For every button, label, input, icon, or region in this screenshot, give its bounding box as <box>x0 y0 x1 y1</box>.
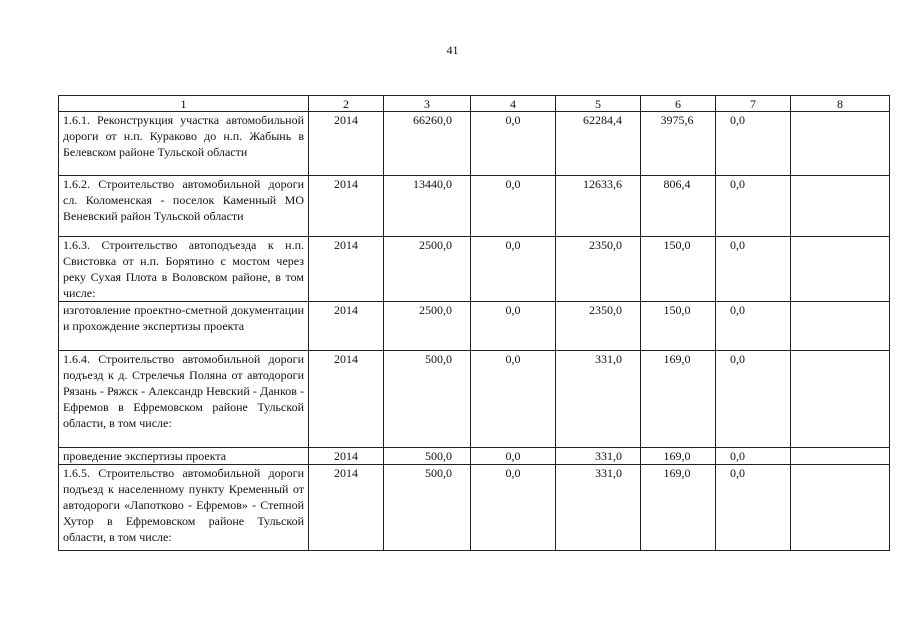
column-header: 7 <box>716 96 791 112</box>
cell-c5: 2350,0 <box>556 302 641 351</box>
cell-c8 <box>791 237 890 302</box>
cell-c6: 806,4 <box>641 176 716 237</box>
table-row <box>59 176 890 237</box>
cell-c4: 0,0 <box>471 448 556 465</box>
column-header: 1 <box>59 96 309 112</box>
column-header: 6 <box>641 96 716 112</box>
cell-c5: 12633,6 <box>556 176 641 237</box>
data-table <box>58 95 890 551</box>
cell-c4: 0,0 <box>471 237 556 302</box>
cell-c8 <box>791 112 890 176</box>
cell-c3: 500,0 <box>384 351 471 448</box>
cell-c7: 0,0 <box>716 465 791 551</box>
cell-c6: 169,0 <box>641 351 716 448</box>
cell-c4: 0,0 <box>471 302 556 351</box>
cell-c8 <box>791 351 890 448</box>
cell-c3: 500,0 <box>384 465 471 551</box>
cell-c2: 2014 <box>309 302 384 351</box>
cell-c7: 0,0 <box>716 302 791 351</box>
cell-c5: 331,0 <box>556 448 641 465</box>
cell-c2: 2014 <box>309 351 384 448</box>
cell-c8 <box>791 448 890 465</box>
column-header: 5 <box>556 96 641 112</box>
row-description: изготовление проектно-сметной документации и прохождение экспертизы проекта <box>59 302 309 351</box>
cell-c3: 66260,0 <box>384 112 471 176</box>
row-description: проведение экспертизы проекта <box>59 448 309 465</box>
cell-c6: 3975,6 <box>641 112 716 176</box>
cell-c7: 0,0 <box>716 448 791 465</box>
cell-c6: 150,0 <box>641 302 716 351</box>
table-row <box>59 112 890 176</box>
cell-c4: 0,0 <box>471 465 556 551</box>
cell-c2: 2014 <box>309 176 384 237</box>
cell-c4: 0,0 <box>471 351 556 448</box>
cell-c7: 0,0 <box>716 237 791 302</box>
cell-c4: 0,0 <box>471 176 556 237</box>
cell-c6: 169,0 <box>641 465 716 551</box>
cell-c7: 0,0 <box>716 351 791 448</box>
row-description: 1.6.4. Строительство автомобильной дороги подъезд к д. Стрелечья Поляна от автодороги Рязань - Ряжск - Александр Невский - Данков - Ефремов в Ефремовском районе Тульской области, в том числе: <box>59 351 309 448</box>
cell-c7: 0,0 <box>716 112 791 176</box>
page-number: 41 <box>446 43 459 57</box>
cell-c6: 169,0 <box>641 448 716 465</box>
table-row <box>59 351 890 448</box>
column-header: 2 <box>309 96 384 112</box>
cell-c3: 13440,0 <box>384 176 471 237</box>
cell-c2: 2014 <box>309 112 384 176</box>
table-row <box>59 465 890 551</box>
column-header: 3 <box>384 96 471 112</box>
table-row <box>59 302 890 351</box>
cell-c4: 0,0 <box>471 112 556 176</box>
table-row <box>59 448 890 465</box>
column-header: 8 <box>791 96 890 112</box>
row-description: 1.6.3. Строительство автоподъезда к н.п. Свистовка от н.п. Борятино с мостом через реку Сухая Плота в Воловском районе, в том числе: <box>59 237 309 302</box>
cell-c8 <box>791 465 890 551</box>
row-description: 1.6.1. Реконструкция участка автомобильной дороги от н.п. Кураково до н.п. Жабынь в Белевском районе Тульской области <box>59 112 309 176</box>
row-description: 1.6.2. Строительство автомобильной дороги сл. Коломенская - поселок Каменный МО Веневский район Тульской области <box>59 176 309 237</box>
cell-c3: 2500,0 <box>384 237 471 302</box>
cell-c5: 331,0 <box>556 465 641 551</box>
cell-c2: 2014 <box>309 237 384 302</box>
cell-c3: 500,0 <box>384 448 471 465</box>
cell-c6: 150,0 <box>641 237 716 302</box>
row-description: 1.6.5. Строительство автомобильной дороги подъезд к населенному пункту Кременный от автодороги «Лапотково - Ефремов» - Степной Хутор в Ефремовском районе Тульской области, в том числе: <box>59 465 309 551</box>
column-header: 4 <box>471 96 556 112</box>
cell-c5: 331,0 <box>556 351 641 448</box>
header-row <box>59 96 890 112</box>
table-row <box>59 237 890 302</box>
cell-c2: 2014 <box>309 465 384 551</box>
cell-c5: 62284,4 <box>556 112 641 176</box>
cell-c8 <box>791 176 890 237</box>
cell-c2: 2014 <box>309 448 384 465</box>
cell-c7: 0,0 <box>716 176 791 237</box>
cell-c3: 2500,0 <box>384 302 471 351</box>
cell-c8 <box>791 302 890 351</box>
cell-c5: 2350,0 <box>556 237 641 302</box>
